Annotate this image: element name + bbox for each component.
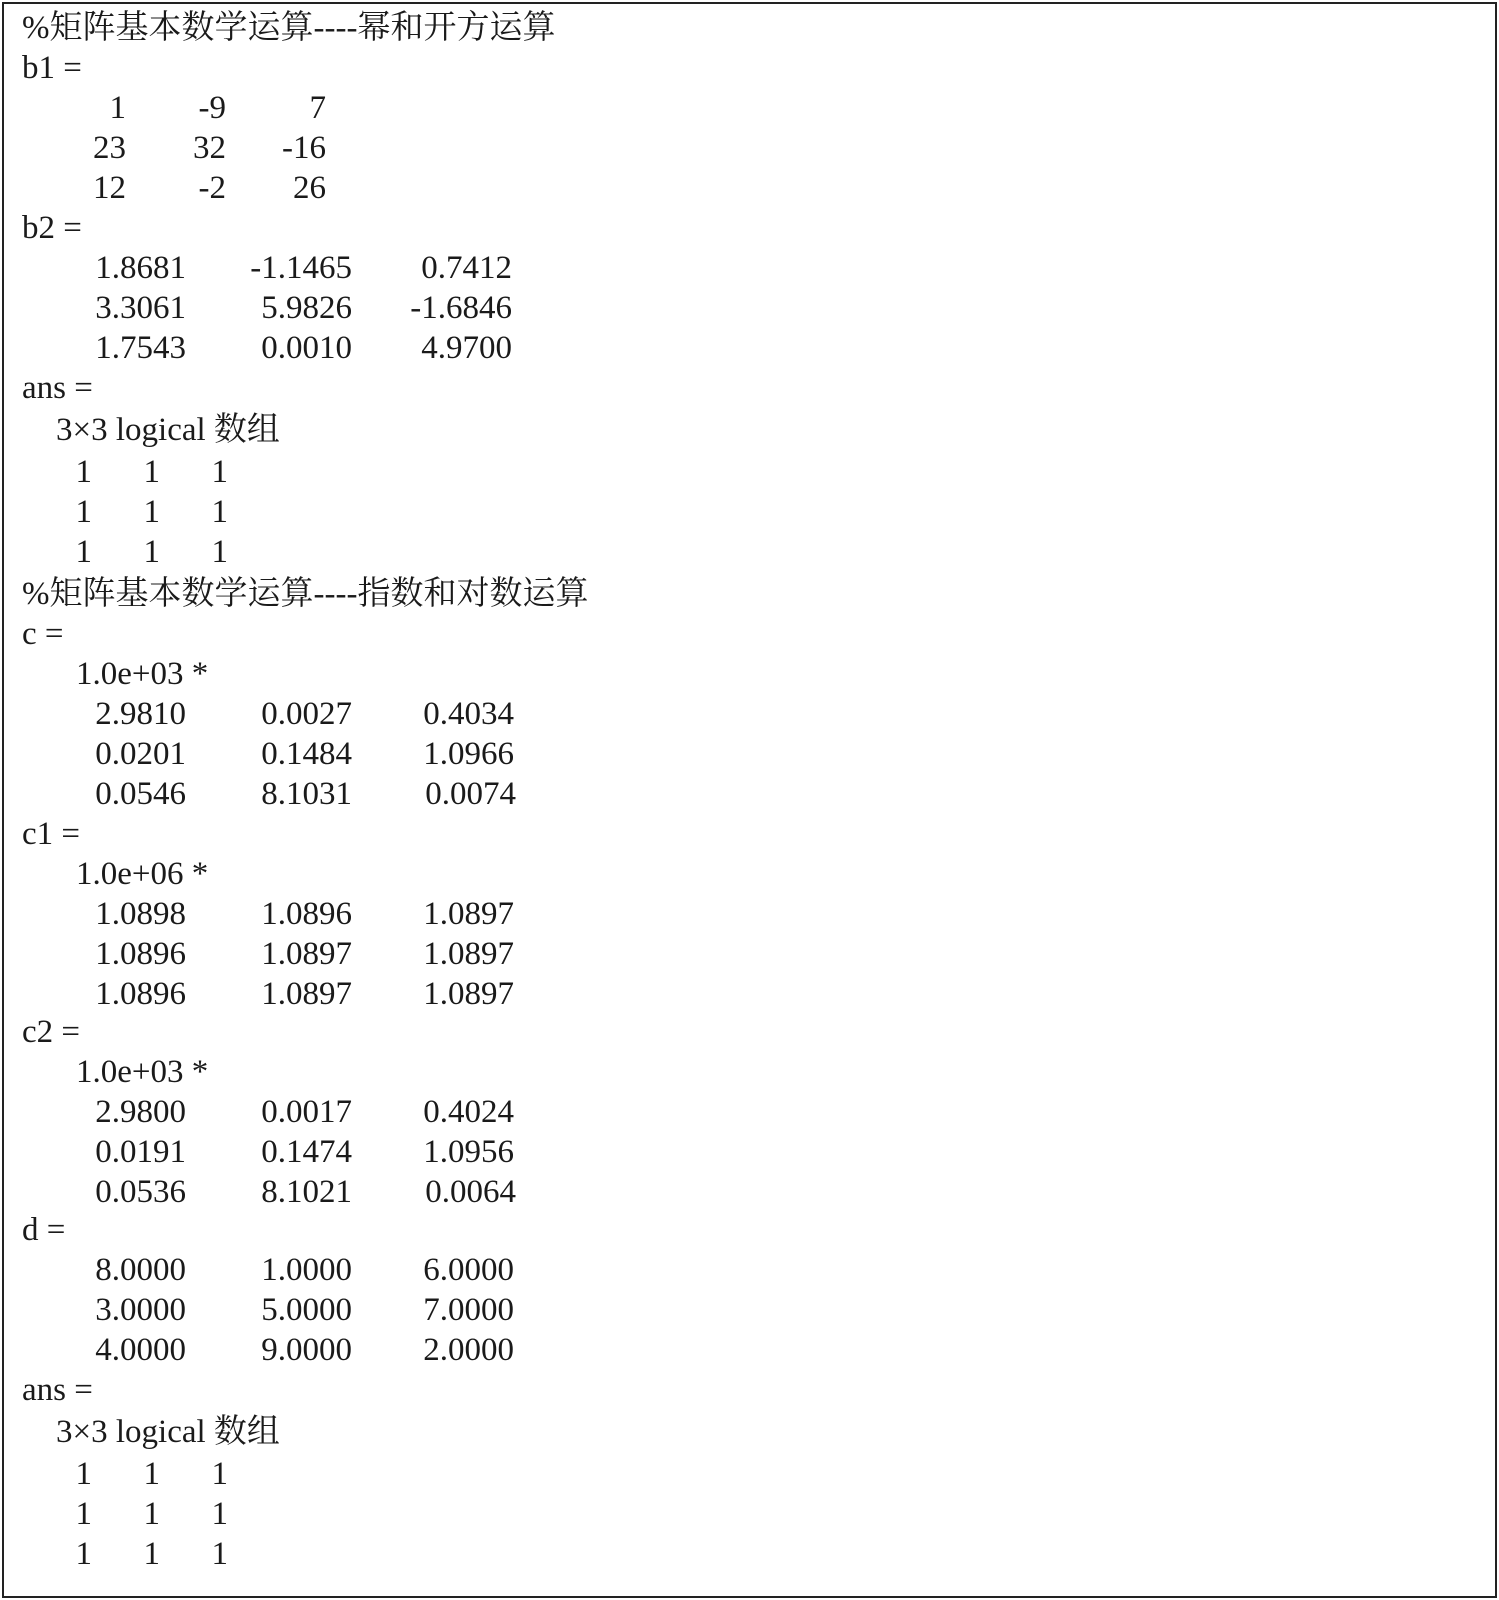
matrix-cell: -9 — [198, 90, 226, 126]
matrix-cell: 0.0191 — [95, 1134, 186, 1170]
scale-factor: 1.0e+03 * — [76, 656, 209, 692]
matrix-cell: 1 — [211, 1456, 228, 1492]
var-b1-label: b1 = — [22, 50, 82, 86]
matrix-cell: 0.4024 — [423, 1094, 514, 1130]
matrix-row — [4, 452, 1495, 492]
matrix-row — [4, 974, 1495, 1014]
matrix-cell: 1 — [109, 90, 126, 126]
matrix-cell: 23 — [93, 130, 126, 166]
matrix-cell: 1.8681 — [95, 250, 186, 286]
matrix-cell: 0.0064 — [425, 1174, 516, 1210]
matrix-cell: 1.0896 — [95, 976, 186, 1012]
matrix-cell: 1 — [143, 534, 160, 570]
matrix-cell: 7 — [309, 90, 326, 126]
matrix-cell: 1 — [75, 494, 92, 530]
matrix-cell: 12 — [93, 170, 126, 206]
matrix-row — [4, 492, 1495, 532]
matrix-cell: 2.9810 — [95, 696, 186, 732]
matrix-cell: 3.3061 — [95, 290, 186, 326]
scale-factor: 1.0e+03 * — [76, 1054, 209, 1090]
matrix-cell: 0.0536 — [95, 1174, 186, 1210]
matlab-output-panel — [2, 2, 1497, 1598]
matrix-row — [4, 248, 1495, 288]
matrix-cell: 0.4034 — [423, 696, 514, 732]
matrix-row — [4, 1330, 1495, 1370]
matrix-cell: 1 — [211, 494, 228, 530]
matrix-row — [4, 734, 1495, 774]
matrix-cell: 0.0010 — [261, 330, 352, 366]
var-c1-label: c1 = — [22, 816, 81, 852]
matrix-cell: 1 — [143, 1496, 160, 1532]
matrix-row — [4, 1494, 1495, 1534]
matrix-cell: -2 — [198, 170, 226, 206]
matrix-cell: 7.0000 — [423, 1292, 514, 1328]
matrix-row — [4, 1092, 1495, 1132]
matrix-cell: 1.0956 — [423, 1134, 514, 1170]
var-b2-label: b2 = — [22, 210, 82, 246]
matrix-cell: -1.6846 — [410, 290, 512, 326]
matrix-cell: 1.0896 — [95, 936, 186, 972]
matrix-cell: 0.7412 — [421, 250, 512, 286]
matrix-cell: 5.9826 — [261, 290, 352, 326]
matrix-cell: 1.0897 — [423, 896, 514, 932]
matrix-cell: 1 — [143, 454, 160, 490]
matrix-cell: 4.9700 — [421, 330, 512, 366]
matrix-cell: 1 — [75, 1536, 92, 1572]
matrix-cell: 1 — [143, 1536, 160, 1572]
matrix-row — [4, 694, 1495, 734]
matrix-row — [4, 128, 1495, 168]
matrix-row — [4, 1132, 1495, 1172]
matrix-cell: 1.7543 — [95, 330, 186, 366]
matrix-cell: 1 — [211, 454, 228, 490]
matrix-cell: 1 — [75, 454, 92, 490]
matrix-cell: 1 — [75, 534, 92, 570]
matrix-cell: 2.0000 — [423, 1332, 514, 1368]
matrix-cell: 1 — [143, 1456, 160, 1492]
matrix-row — [4, 1172, 1495, 1212]
matrix-cell: 1 — [211, 1536, 228, 1572]
matrix-cell: 9.0000 — [261, 1332, 352, 1368]
matrix-cell: -16 — [282, 130, 326, 166]
matrix-cell: 0.0074 — [425, 776, 516, 812]
matrix-row — [4, 328, 1495, 368]
matrix-cell: 8.1031 — [261, 776, 352, 812]
matrix-row — [4, 88, 1495, 128]
matrix-cell: 1.0897 — [423, 976, 514, 1012]
matrix-row — [4, 288, 1495, 328]
array-type-desc: 3×3 logical 数组 — [56, 1414, 280, 1450]
var-d-label: d = — [22, 1212, 66, 1248]
scale-factor: 1.0e+06 * — [76, 856, 209, 892]
matrix-row — [4, 934, 1495, 974]
matrix-cell: 1 — [75, 1456, 92, 1492]
var-ans-label: ans = — [22, 370, 93, 406]
var-ans-label: ans = — [22, 1372, 93, 1408]
matrix-cell: -1.1465 — [250, 250, 352, 286]
matrix-row — [4, 894, 1495, 934]
array-type-desc: 3×3 logical 数组 — [56, 412, 280, 448]
matrix-row — [4, 1290, 1495, 1330]
matrix-cell: 1 — [143, 494, 160, 530]
matrix-cell: 0.0017 — [261, 1094, 352, 1130]
matrix-row — [4, 774, 1495, 814]
matrix-cell: 0.0546 — [95, 776, 186, 812]
matrix-cell: 8.0000 — [95, 1252, 186, 1288]
section-title-power: %矩阵基本数学运算----幂和开方运算 — [22, 10, 556, 46]
matrix-cell: 1.0897 — [423, 936, 514, 972]
matrix-cell: 1.0898 — [95, 896, 186, 932]
matrix-cell: 0.0027 — [261, 696, 352, 732]
matrix-cell: 32 — [193, 130, 226, 166]
matrix-row — [4, 1250, 1495, 1290]
section-title-exp: %矩阵基本数学运算----指数和对数运算 — [22, 576, 589, 612]
matrix-cell: 1 — [211, 1496, 228, 1532]
matrix-cell: 0.1474 — [261, 1134, 352, 1170]
matrix-cell: 2.9800 — [95, 1094, 186, 1130]
matrix-cell: 0.0201 — [95, 736, 186, 772]
matrix-cell: 26 — [293, 170, 326, 206]
matrix-row — [4, 1534, 1495, 1574]
matrix-cell: 1.0896 — [261, 896, 352, 932]
matrix-cell: 5.0000 — [261, 1292, 352, 1328]
matrix-cell: 3.0000 — [95, 1292, 186, 1328]
matrix-cell: 1 — [211, 534, 228, 570]
matrix-cell: 1.0897 — [261, 936, 352, 972]
matrix-cell: 6.0000 — [423, 1252, 514, 1288]
matrix-cell: 0.1484 — [261, 736, 352, 772]
matrix-cell: 4.0000 — [95, 1332, 186, 1368]
matrix-cell: 1.0897 — [261, 976, 352, 1012]
matrix-cell: 1 — [75, 1496, 92, 1532]
matrix-row — [4, 532, 1495, 572]
matrix-cell: 1.0966 — [423, 736, 514, 772]
matrix-row — [4, 1454, 1495, 1494]
matrix-cell: 8.1021 — [261, 1174, 352, 1210]
matrix-row — [4, 168, 1495, 208]
var-c2-label: c2 = — [22, 1014, 81, 1050]
var-c-label: c = — [22, 616, 64, 652]
matrix-cell: 1.0000 — [261, 1252, 352, 1288]
